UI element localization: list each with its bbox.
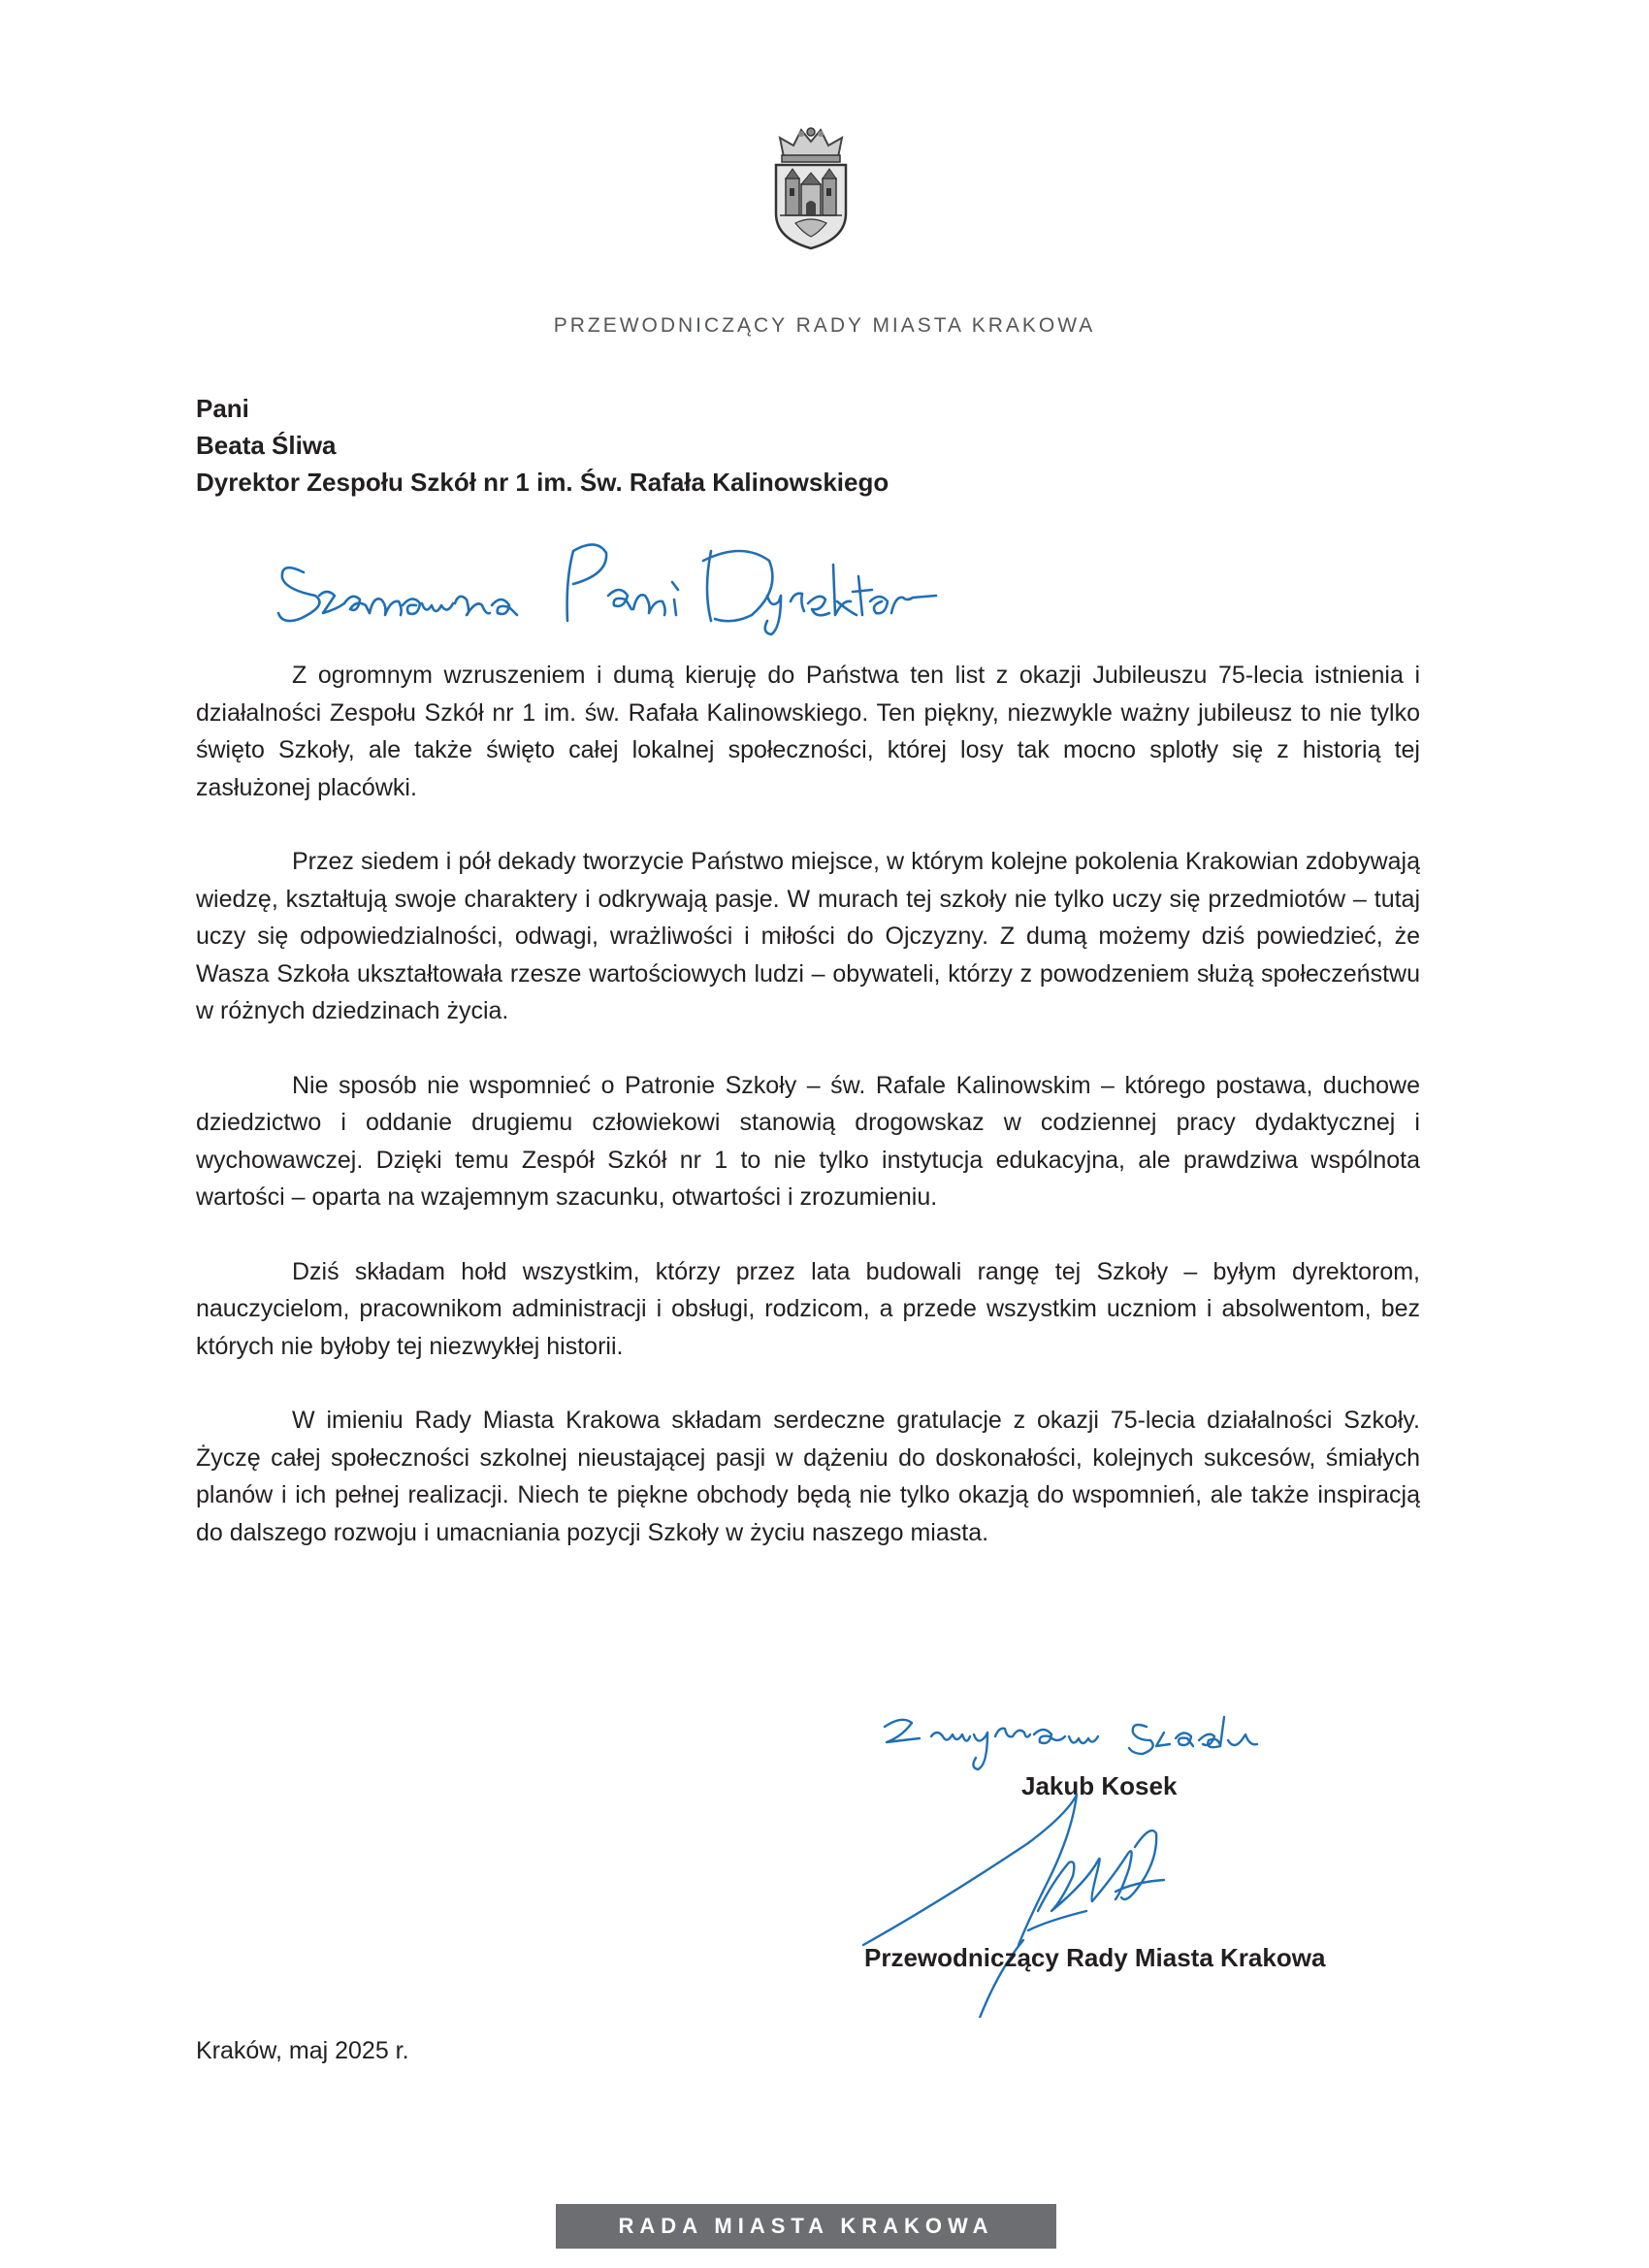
place-and-date: Kraków, maj 2025 r. — [196, 2037, 409, 2064]
handwritten-closing — [873, 1698, 1280, 1775]
signer-title: Przewodniczący Rady Miasta Krakowa — [864, 1943, 1326, 1972]
letter-body — [196, 657, 1420, 1588]
paragraph-4: Dziś składam hołd wszystkim, którzy przez lata budowali rangę tej Szkoły – byłym dyrektorom, nauczycielom, pracownikom administracji i obsługi, rodzicom, a przede wszystkim uczniom i absolwentom, bez których nie byłoby tej niezwykłej historii. — [196, 1257, 1420, 1360]
addressee-salutation: Pani — [196, 394, 249, 423]
addressee-name: Beata Śliwa — [196, 431, 337, 460]
paragraph-1: Z ogromnym wzruszeniem i dumą kieruję do Państwa ten list z okazji Jubileuszu 75-lecia istnienia i działalności Zespołu Szkół nr 1 im. św. Rafała Kalinowskiego. Ten piękny, niezwykle ważny jubileusz to nie tylko święto Szkoły, ale także święto całej lokalnej społeczności, której losy tak mocno splotły się z historią tej zasłużonej placówki. — [196, 662, 1420, 801]
office-title: PRZEWODNICZĄCY RADY MIASTA KRAKOWA — [553, 314, 1096, 337]
signature-image — [854, 1775, 1203, 2018]
signer-name: Jakub Kosek — [1021, 1771, 1178, 1800]
footer-label: RADA MIASTA KRAKOWA — [618, 2214, 994, 2238]
handwritten-salutation — [276, 532, 975, 638]
addressee-block — [196, 390, 889, 501]
footer-banner — [556, 2204, 1056, 2249]
paragraph-5: W imieniu Rady Miasta Krakowa składam serdeczne gratulacje z okazji 75-lecia działalności Szkoły. Życzę całej społeczności szkolnej nieustającej pasji w dążeniu do doskonałości, kolejnych sukcesów, śmiałych planów i ich pełnej realizacji. Niech te piękne obchody będą nie tylko okazją do wspomnień, ale także inspiracją do dalszego rozwoju i umacniania pozycji Szkoły w życiu naszego miasta. — [196, 1407, 1420, 1546]
addressee-position: Dyrektor Zespołu Szkół nr 1 im. Św. Rafała Kalinowskiego — [196, 468, 889, 497]
paragraph-2: Przez siedem i pół dekady tworzycie Państwo miejsce, w którym kolejne pokolenia Krakowian zdobywają wiedzę, kształtują swoje charaktery i odkrywają pasje. W murach tej szkoły nie tylko uczy się przedmiotów – tutaj uczy się odpowiedzialności, odwagi, wrażliwości i miłości do Ojczyzny. Z dumą możemy dziś powiedzieć, że Wasza Szkoła ukształtowała rzesze wartościowych ludzi – obywateli, którzy z powodzeniem służą społeczeństwu w różnych dziedzinach życia. — [196, 848, 1420, 1024]
krakow-coat-of-arms-icon — [766, 124, 856, 250]
paragraph-3: Nie sposób nie wspomnieć o Patronie Szkoły – św. Rafale Kalinowskim – którego postawa, duchowe dziedzictwo i oddanie drugiemu człowiekowi stanowią drogowskaz w codziennej pracy dydaktycznej i wychowawczej. Dzięki temu Zespół Szkół nr 1 to nie tylko instytucja edukacyjna, ale prawdziwa wspólnota wartości – oparta na wzajemnym szacunku, otwartości i zrozumieniu. — [196, 1071, 1420, 1211]
